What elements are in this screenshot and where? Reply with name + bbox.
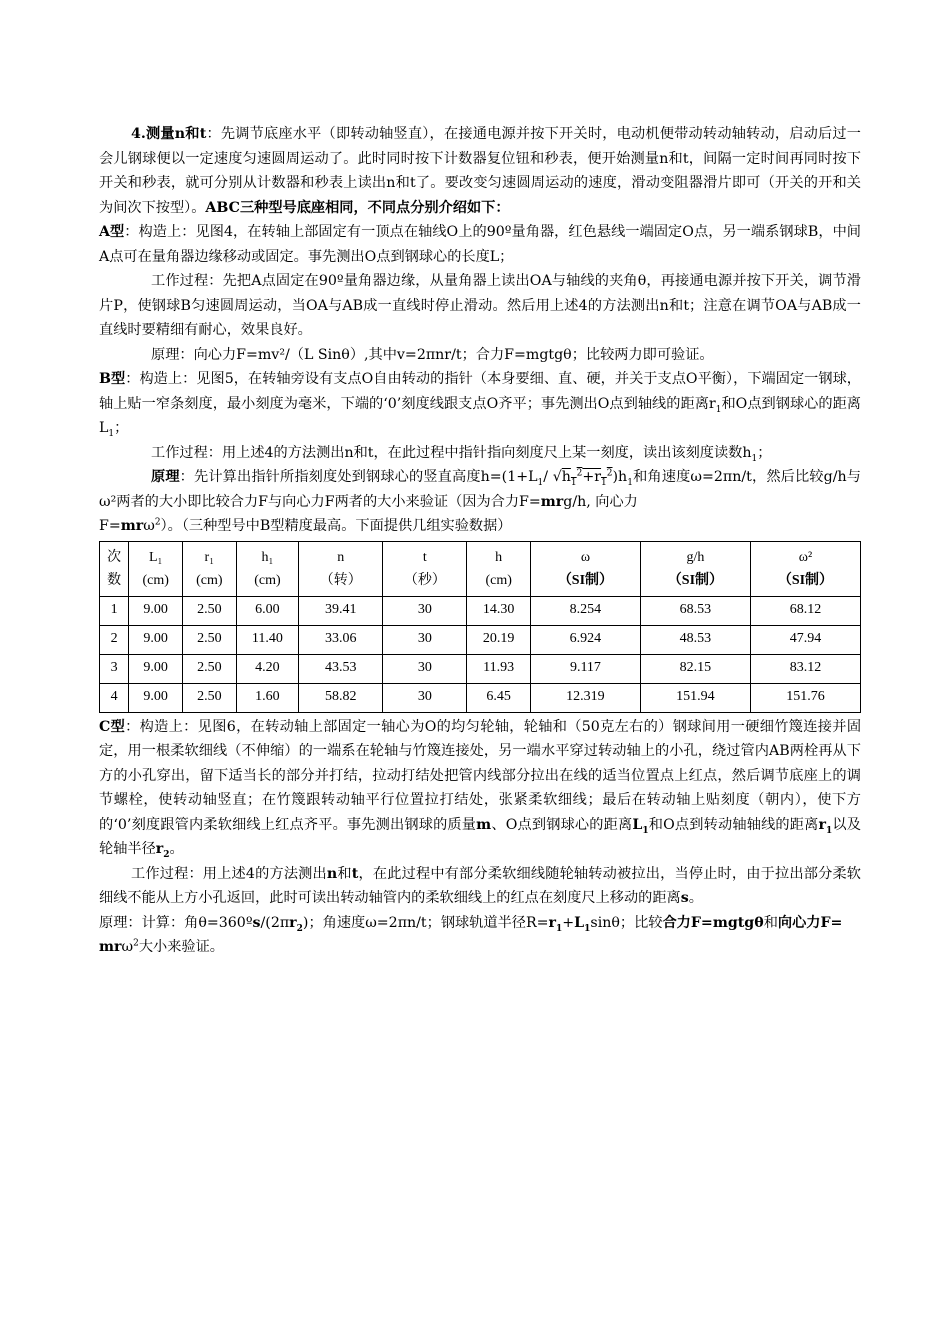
formula-text: g/h, 向心力 <box>563 493 638 510</box>
header-g-over-h: g/h （SI制） <box>640 541 750 596</box>
type-b-construction-text: ：构造上：见图5，在转轴旁设有支点O自由转动的指针（本身要细、直、硬，并关于支点O平衡），下端固定一钢球，轴上贴一窄条刻度，最小刻度为毫米，下端的‘0’刻度线跟支点O齐平；事先测出O点到轴线的距离r <box>99 371 861 412</box>
type-c-principle <box>99 911 861 960</box>
subscript: 1 <box>642 825 649 836</box>
table-cell: 68.53 <box>640 596 750 625</box>
type-b-work-text: 工作过程：用上述4的方法测出n和t，在此过程中指针指向刻度尺上某一刻度，读出该刻度读数h <box>151 444 752 461</box>
table-cell: 6.45 <box>467 683 531 712</box>
subscript: 1 <box>601 477 607 488</box>
type-b-label: B型 <box>99 371 126 387</box>
table-cell: 9.00 <box>129 625 183 654</box>
table-header-row <box>100 541 861 596</box>
type-b-principle-label: 原理 <box>151 469 180 485</box>
type-b-construction-text-2: 和O点到钢球心的距离L <box>99 395 861 436</box>
table-cell: 30 <box>383 683 467 712</box>
header-h1: h₁ (cm) <box>236 541 299 596</box>
subscript: 2 <box>163 849 170 860</box>
formula-bold: r <box>289 914 297 931</box>
type-c-work-text: ，在此过程中有部分柔软细线随轮轴转动被拉出，当停止时，由于拉出部分柔软细线不能从上方小孔返回，此时可读出转动轴管内的柔软细线上的红点在刻度尺上移动的距离 <box>99 865 861 906</box>
table-cell: 151.94 <box>640 683 750 712</box>
formula-bold: 向心力F= <box>777 914 843 931</box>
document-body <box>99 122 861 960</box>
subscript: 1 <box>570 477 577 488</box>
type-a-construction-text: ：构造上：见图4，在转轴上部固定有一顶点在轴线O上的90º量角器，红色悬线一端固定O点，另一端系钢球B，中间A点可在量角器边缘移动或固定。事先测出O点到钢球心的长度L； <box>99 224 861 265</box>
type-b-construction <box>99 367 861 441</box>
type-c-work-process <box>99 862 861 911</box>
type-c-work-text: 和 <box>337 865 352 882</box>
subscript: 1 <box>537 477 544 488</box>
table-cell: 3 <box>100 654 129 683</box>
section-4-number: 4. <box>131 126 146 142</box>
table-cell: 8.254 <box>530 596 640 625</box>
formula-text: )h <box>612 469 628 485</box>
table-cell: 43.53 <box>299 654 383 683</box>
superscript: 2 <box>576 468 583 479</box>
type-a-principle: 原理：向心力F=mv²/（L Sinθ）,其中v=2πnr/t；合力F=mgtgθ；比较两力即可验证。 <box>151 346 714 363</box>
subscript: 1 <box>715 404 722 415</box>
table-cell: 14.30 <box>467 596 531 625</box>
superscript: 2 <box>606 468 613 479</box>
subscript: 1 <box>584 923 591 934</box>
table-cell: 30 <box>383 596 467 625</box>
formula-text: 大小来验证。 <box>138 939 224 955</box>
table-row <box>100 654 861 683</box>
header-t: t （秒） <box>383 541 467 596</box>
table-cell: 4.20 <box>236 654 299 683</box>
formula-text: 和 <box>763 914 778 931</box>
subscript: 1 <box>826 825 833 836</box>
table-cell: 82.15 <box>640 654 750 683</box>
type-c-construction-text: 和O点到转动轴轴线的距离 <box>648 816 819 833</box>
formula-text: + <box>562 914 575 931</box>
formula-text: sinθ；比较 <box>590 914 663 931</box>
table-cell: 4 <box>100 683 129 712</box>
subscript: 1 <box>556 923 563 934</box>
header-omega: ω （SI制） <box>530 541 640 596</box>
table-cell: 9.00 <box>129 683 183 712</box>
table-cell: 30 <box>383 625 467 654</box>
formula-bold: r <box>548 914 557 931</box>
table-cell: 58.82 <box>299 683 383 712</box>
type-c-label: C型 <box>99 718 126 735</box>
type-c-work-text: 工作过程：用上述4的方法测出 <box>131 865 327 882</box>
table-cell: 39.41 <box>299 596 383 625</box>
header-h: h (cm) <box>467 541 531 596</box>
formula-bold: s <box>252 914 261 931</box>
section-4-title: 测量n和t <box>145 126 207 142</box>
type-c-construction-text: ：构造上：见图6，在转动轴上部固定一轴心为O的均匀轮轴，轮轴和（50克左右的）钢球间用一硬细竹篾连接并固定，用一根柔软细线（不伸缩）的一端系在轮轴与竹篾连接处，另一端水平穿过转动轴上的小孔，绕过管内AB两栓再从下方的小孔穿出，留下适当长的部分并打结，拉动打结处把管内线部分拉出在线的适当位置点上红点，然后调节底座上的调节螺栓，使转动轴竖直；在竹篾跟转动轴平行位置拉打结处，张紧柔软细线；最后在转动轴上贴刻度（朝内），使下方的‘0’刻度跟管内柔软细线上红点齐平。事先测出钢球的质量 <box>99 718 862 833</box>
formula-bold: L <box>574 914 585 931</box>
type-c-construction-text: 、O点到钢球心的距离 <box>491 816 633 833</box>
header-r1: r₁ (cm) <box>182 541 236 596</box>
table-cell: 83.12 <box>750 654 860 683</box>
formula-bold: mr <box>540 493 564 510</box>
type-a-label: A型 <box>99 224 125 240</box>
formula-text: 和角速度ω=2πn/t，然后比较g/h与ω²两者的大小即比较合力F与向心力F两者的大小来验证（因为合力 <box>99 469 861 510</box>
formula-text: ：先计算出指针所指刻度处到钢球心的竖直高度h=(1+L <box>179 469 538 485</box>
formula-text: h <box>561 469 571 485</box>
type-b-construction-text-3: ； <box>114 420 129 436</box>
formula-bold: t <box>351 865 359 882</box>
table-cell: 47.94 <box>750 625 860 654</box>
formula-text: 原理：计算：角θ=360º <box>99 914 253 931</box>
table-row <box>100 625 861 654</box>
table-cell: 151.76 <box>750 683 860 712</box>
header-count: 次 数 <box>100 541 129 596</box>
sqrt-overline-group <box>561 468 613 488</box>
table-cell: 48.53 <box>640 625 750 654</box>
subscript: 1 <box>108 428 115 439</box>
subscript: 1 <box>627 477 633 488</box>
type-b-principle <box>99 465 861 539</box>
section-4-summary: ABC三种型号底座相同，不同点分别介绍如下： <box>205 199 510 216</box>
formula-bold: r <box>818 816 826 833</box>
table-cell: 2.50 <box>182 596 236 625</box>
type-b-work-process <box>99 441 861 466</box>
table-cell: 2.50 <box>182 683 236 712</box>
experiment-data-table <box>99 541 861 713</box>
formula-text: ω <box>143 518 155 534</box>
formula-bold: m <box>476 816 492 833</box>
table-cell: 2.50 <box>182 625 236 654</box>
table-row <box>100 596 861 625</box>
formula-text: ω <box>121 939 134 955</box>
table-cell: 11.40 <box>236 625 299 654</box>
header-omega-squared: ω² （SI制） <box>750 541 860 596</box>
formula-bold: mr <box>120 518 144 534</box>
formula-text: F= <box>519 493 541 510</box>
superscript: 2 <box>133 938 139 949</box>
section-4-text: ：先调节底座水平（即转动轴竖直），在接通电源并按下开关时，电动机便带动转动轴转动，启动后过一会儿钢球便以一定速度匀速圆周运动了。此时同时按下计数器复位钮和秒表，便开始测量n和t，间隔一定时间再同时按下开关和秒表，就可分别从计数器和秒表上读出n和t了。要改变匀速圆周运动的速度，滑动变阻器滑片即可（开关的开和关为间次下按型）。 <box>99 126 861 216</box>
table-cell: 2 <box>100 625 129 654</box>
type-b-work-text-2: ； <box>757 444 772 461</box>
section-4-paragraph <box>99 122 861 220</box>
formula-text: )；角速度ω=2πn/t；钢球轨道半径R= <box>302 914 549 931</box>
subscript: 1 <box>751 453 758 464</box>
formula-text: /(2π <box>260 914 290 931</box>
subscript: 2 <box>296 923 303 934</box>
type-a-construction <box>99 220 861 269</box>
table-cell: 9.00 <box>129 596 183 625</box>
header-l1: L₁ (cm) <box>129 541 183 596</box>
table-cell: 68.12 <box>750 596 860 625</box>
formula-bold: r <box>155 841 164 857</box>
formula-text: F= <box>99 518 121 534</box>
table-cell: 11.93 <box>467 654 531 683</box>
table-row <box>100 683 861 712</box>
table-cell: 6.00 <box>236 596 299 625</box>
formula-bold: n <box>326 865 338 882</box>
table-cell: 1.60 <box>236 683 299 712</box>
table-cell: 2.50 <box>182 654 236 683</box>
type-c-construction-text: 。 <box>169 841 184 857</box>
table-cell: 33.06 <box>299 625 383 654</box>
formula-bold: L <box>632 816 643 833</box>
table-cell: 9.117 <box>530 654 640 683</box>
table-cell: 20.19 <box>467 625 531 654</box>
header-n: n （转） <box>299 541 383 596</box>
type-c-construction-text: 以及轮轴半径 <box>99 816 861 857</box>
formula-bold: s <box>680 890 689 906</box>
type-c-construction <box>99 715 861 862</box>
formula-text: / √ <box>543 469 562 485</box>
table-cell: 9.00 <box>129 654 183 683</box>
type-c-work-text: 。 <box>688 890 703 906</box>
table-cell: 1 <box>100 596 129 625</box>
type-a-work-process: 工作过程：先把A点固定在90º量角器边缘，从量角器上读出OA与轴线的夹角θ，再接通电源并按下开关，调节滑片P，使钢球B匀速圆周运动，当OA与AB成一直线时停止滑动。然后用上述4的方法测出n和t；注意在调节OA与AB成一直线时要精细有耐心，效果良好。 <box>99 273 861 338</box>
table-cell: 12.319 <box>530 683 640 712</box>
superscript: 2 <box>154 517 161 528</box>
formula-bold: 合力F=mgtgθ <box>662 914 764 931</box>
formula-text: +r <box>582 469 602 485</box>
table-cell: 30 <box>383 654 467 683</box>
formula-text: ）。（三种型号中B型精度最高。下面提供几组实验数据） <box>160 518 512 534</box>
formula-bold: mr <box>99 939 122 955</box>
table-cell: 6.924 <box>530 625 640 654</box>
